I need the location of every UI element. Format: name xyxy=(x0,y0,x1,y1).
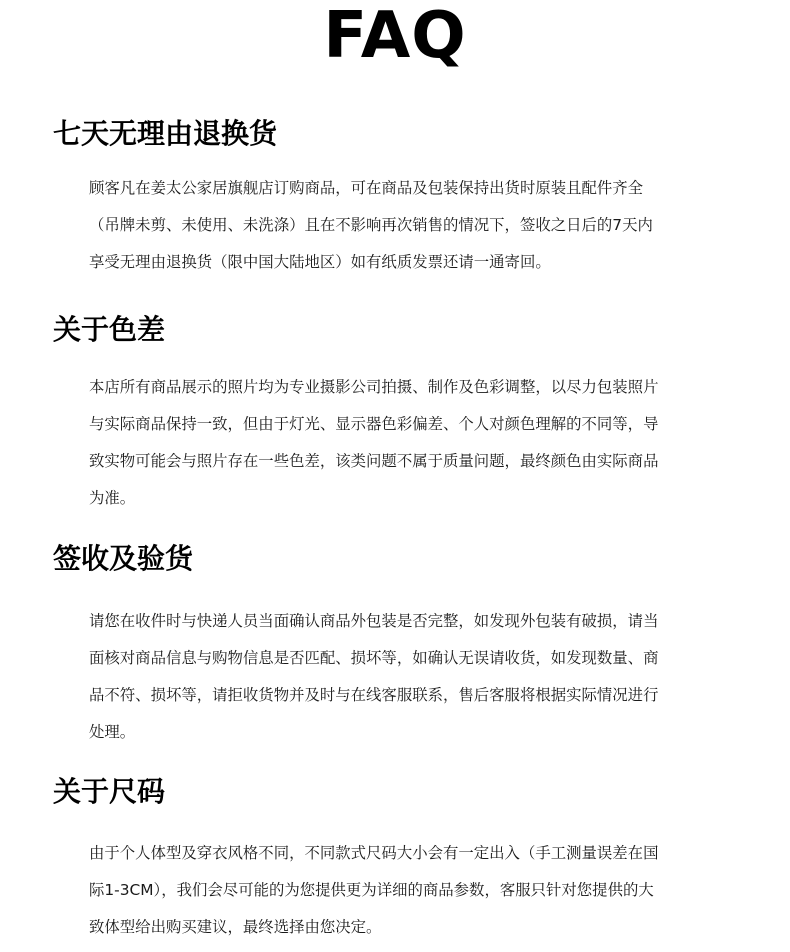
body-line: 致体型给出购买建议，最终选择由您决定。 xyxy=(89,918,382,936)
section-body xyxy=(89,603,693,751)
section-body xyxy=(89,835,693,946)
body-line: 致实物可能会与照片存在一些色差，该类问题不属于质量问题，最终颜色由实际商品 xyxy=(89,452,659,470)
body-line: （吊牌未剪、未使用、未洗涤）且在不影响再次销售的情况下，签收之日后的7天内 xyxy=(89,216,653,234)
body-line: 请您在收件时与快递人员当面确认商品外包装是否完整，如发现外包装有破损，请当 xyxy=(89,612,659,630)
body-line: 与实际商品保持一致，但由于灯光、显示器色彩偏差、个人对颜色理解的不同等，导 xyxy=(89,415,659,433)
section-body xyxy=(89,369,693,517)
body-line: 享受无理由退换货（限中国大陆地区）如有纸质发票还请一通寄回。 xyxy=(89,253,551,271)
body-line: 顾客凡在姜太公家居旗舰店订购商品，可在商品及包装保持出货时原装且配件齐全 xyxy=(89,179,644,197)
section-heading: 关于尺码 xyxy=(53,775,166,808)
body-line: 面核对商品信息与购物信息是否匹配、损坏等，如确认无误请收货，如发现数量、商 xyxy=(89,649,659,667)
body-line: 品不符、损坏等，请拒收货物并及时与在线客服联系，售后客服将根据实际情况进行 xyxy=(89,686,659,704)
body-line: 为准。 xyxy=(89,489,136,507)
body-line: 际1-3CM），我们会尽可能的为您提供更为详细的商品参数，客服只针对您提供的大 xyxy=(89,881,654,899)
page-title: FAQ xyxy=(323,0,467,73)
body-line: 处理。 xyxy=(89,723,136,741)
section-heading: 签收及验货 xyxy=(53,542,194,575)
section-body xyxy=(89,170,693,281)
section-heading: 七天无理由退换货 xyxy=(53,117,278,150)
section-heading: 关于色差 xyxy=(53,313,166,346)
body-line: 由于个人体型及穿衣风格不同，不同款式尺码大小会有一定出入（手工测量误差在国 xyxy=(89,844,659,862)
body-line: 本店所有商品展示的照片均为专业摄影公司拍摄、制作及色彩调整，以尽力包装照片 xyxy=(89,378,659,396)
